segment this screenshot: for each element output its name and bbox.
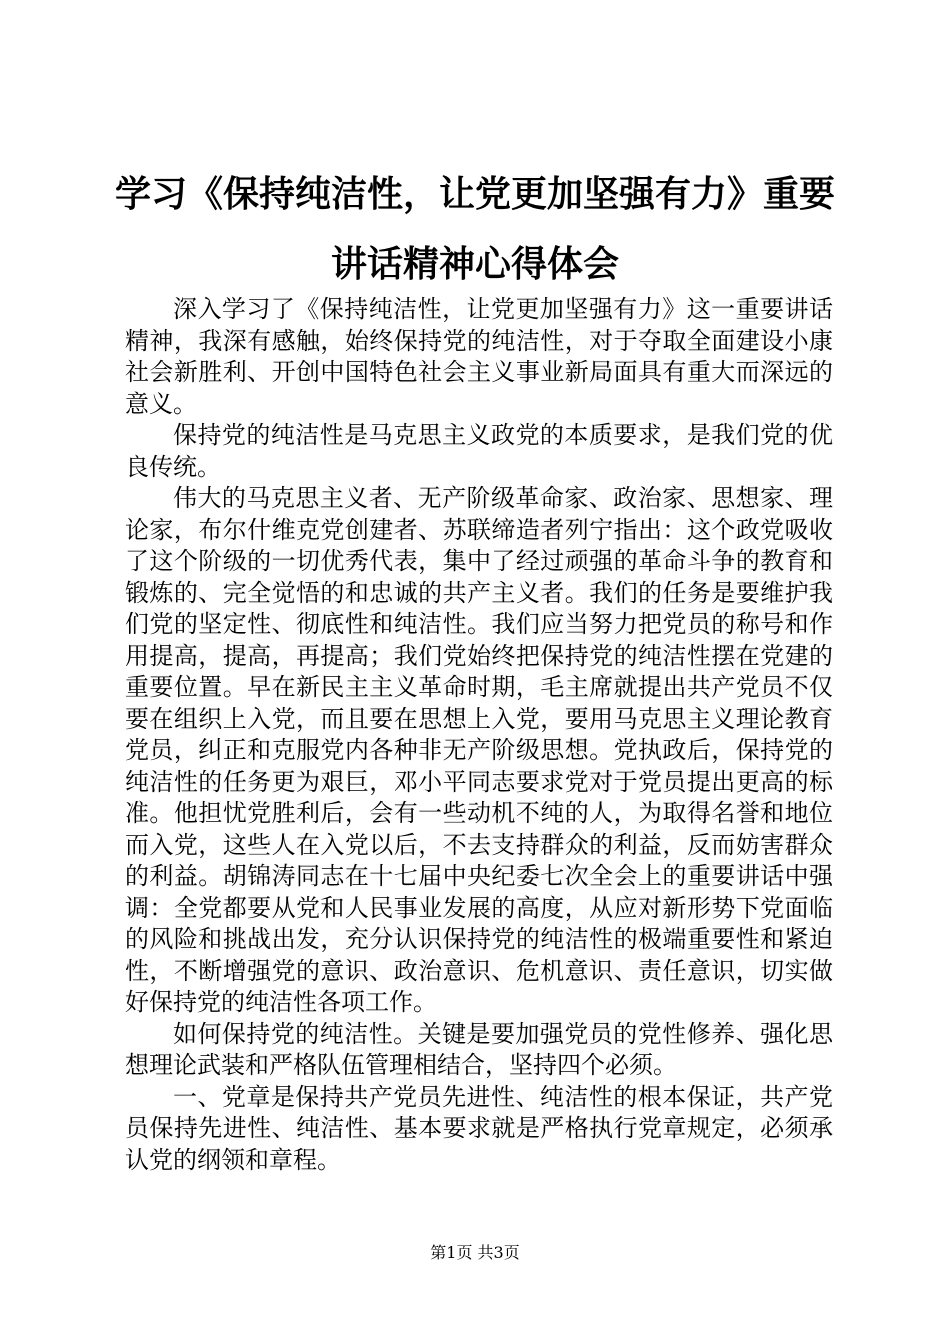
document-title <box>100 160 850 300</box>
paragraph: 保持党的纯洁性是马克思主义政党的本质要求，是我们党的优良传统。 <box>125 421 833 481</box>
paragraph: 深入学习了《保持纯洁性，让党更加坚强有力》这一重要讲话精神，我深有感触，始终保持党的纯洁性，对于夺取全面建设小康社会新胜利、开创中国特色社会主义事业新局面具有重大而深远的意义。 <box>125 295 833 418</box>
paragraph: 伟大的马克思主义者、无产阶级革命家、政治家、思想家、理论家，布尔什维克党创建者、苏联缔造者列宁指出：这个政党吸收了这个阶级的一切优秀代表，集中了经过顽强的革命斗争的教育和锻炼的、完全觉悟的和忠诚的共产主义者。我们的任务是要维护我们党的坚定性、彻底性和纯洁性。我们应当努力把党员的称号和作用提高，提高，再提高；我们党始终把保持党的纯洁性摆在党建的重要位置。早在新民主主义革命时期，毛主席就提出共产党员不仅要在组织上入党，而且要在思想上入党，要用马克思主义理论教育党员，纠正和克服党内各种非无产阶级思想。党执政后，保持党的纯洁性的任务更为艰巨，邓小平同志要求党对于党员提出更高的标准。他担忧党胜利后，会有一些动机不纯的人，为取得名誉和地位而入党，这些人在入党以后，不去支持群众的利益，反而妨害群众的利益。胡锦涛同志在十七届中央纪委七次全会上的重要讲话中强调：全党都要从党和人民事业发展的高度，从应对新形势下党面临的风险和挑战出发，充分认识保持党的纯洁性的极端重要性和紧迫性，不断增强党的意识、政治意识、危机意识、责任意识，切实做好保持党的纯洁性各项工作。 <box>125 484 833 1016</box>
title-line-1: 学习《保持纯洁性，让党更加坚强有力》重要 <box>114 174 835 215</box>
document-body <box>125 294 833 1176</box>
page-number-footer: 第1页 共3页 <box>430 1243 520 1262</box>
title-line-2: 讲话精神心得体会 <box>330 244 619 285</box>
paragraph: 如何保持党的纯洁性。关键是要加强党员的党性修养、强化思想理论武装和严格队伍管理相结合，坚持四个必须。 <box>125 1019 833 1079</box>
paragraph: 一、党章是保持共产党员先进性、纯洁性的根本保证，共产党员保持先进性、纯洁性、基本要求就是严格执行党章规定，必须承认党的纲领和章程。 <box>125 1082 833 1174</box>
